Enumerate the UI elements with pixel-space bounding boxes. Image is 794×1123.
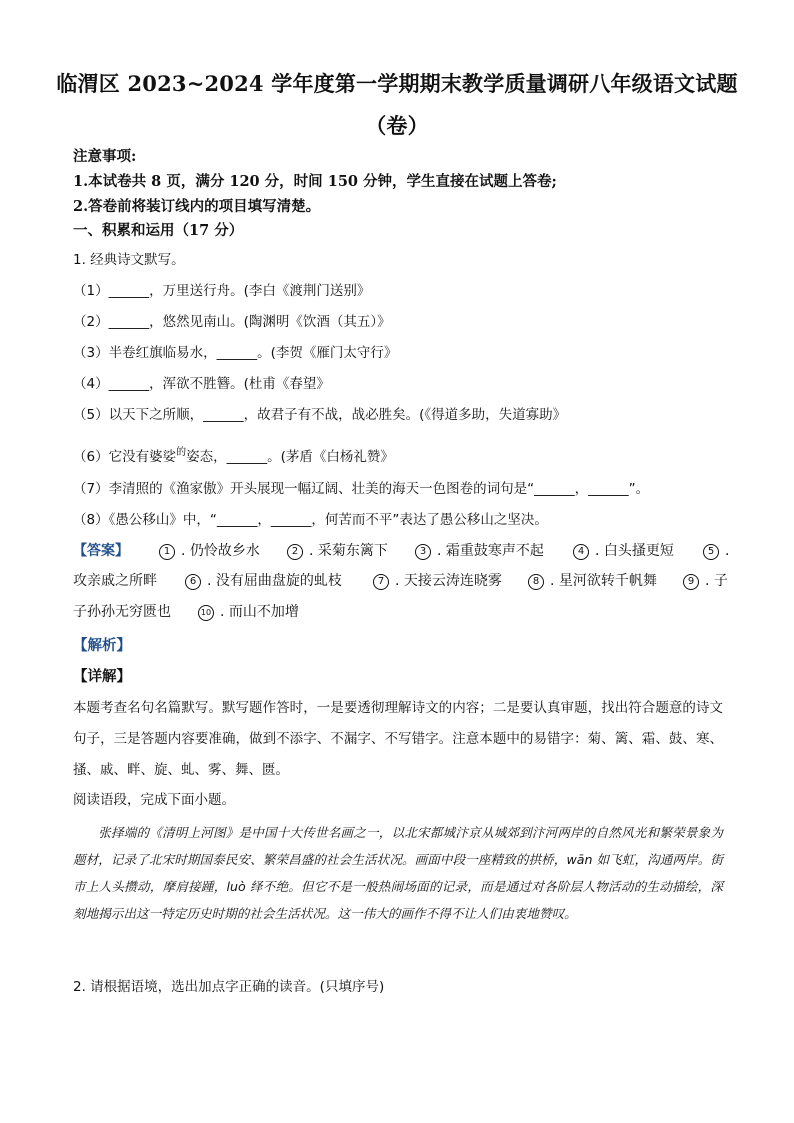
answer-item: 9 . 子 [683, 571, 728, 591]
number-badge: 9 [683, 574, 699, 590]
exam-title-suffix: （卷） [365, 113, 429, 138]
number-badge: 4 [573, 544, 589, 560]
answer-item: 7 . 天接云涛连晓雾 [373, 571, 502, 591]
question-1-stem: 1. 经典诗文默写。 [73, 252, 185, 268]
number-badge: 5 [703, 544, 719, 560]
analysis-label: 【解析】 [73, 638, 131, 654]
q1-line-8: （8）《愚公移山》中，“______，______，何苦而不平”表达了愚公移山之坚决。 [73, 512, 548, 528]
detail-explanation: 本题考查名句名篇默写。默写题作答时，一是要透彻理解诗文的内容；二是要认真审题，找出符合题意的诗文句子，三是答题内容要准确，做到不添字、不漏字、不写错字。注意本题中的易错字：菊、篱、霜、鼓、寒、搔、戚、畔、旋、虬、雾、舞、匮。 [73, 700, 723, 778]
q1-line-3: （3）半卷红旗临易水，______。(李贺《雁门太守行》 [73, 345, 398, 361]
number-badge: 10 [198, 605, 214, 621]
q1-line-7: （7）李清照的《渔家傲》开头展现一幅辽阔、壮美的海天一色图卷的词句是“______，______”。 [73, 481, 650, 497]
answer-item: 6 . 没有屈曲盘旋的虬枝 [185, 571, 342, 591]
detail-label: 【详解】 [73, 669, 131, 685]
notice-heading: 注意事项: [73, 148, 137, 165]
section-heading: 一、积累和运用（17 分） [73, 222, 244, 239]
notice-item-1: 1.本试卷共 8 页，满分 120 分，时间 150 分钟，学生直接在试题上答卷; [73, 173, 557, 190]
notice-item-2: 2.答卷前将装订线内的项目填写清楚。 [73, 198, 321, 215]
exam-title: 临渭区 2023~2024 学年度第一学期期末教学质量调研八年级语文试题 [56, 71, 738, 96]
answer-item: 3 . 霜重鼓寒声不起 [415, 541, 544, 561]
answer-item: 1 . 仍怜故乡水 [159, 541, 260, 561]
answer-item: 2 . 采菊东篱下 [287, 541, 388, 561]
answer-item: 子孙孙无穷匮也 [73, 604, 171, 620]
number-badge: 8 [528, 574, 544, 590]
question-2-stem: 2. 请根据语境，选出加点字正确的读音。(只填序号) [73, 979, 385, 995]
q1-line-2: （2）______，悠然见南山。(陶渊明《饮酒（其五）》 [73, 314, 391, 330]
q1-line-4: （4）______，浑欲不胜簪。(杜甫《春望》 [73, 376, 330, 392]
reading-instruction: 阅读语段，完成下面小题。 [73, 792, 235, 808]
answer-item: 攻亲戚之所畔 [73, 573, 157, 589]
number-badge: 6 [185, 574, 201, 590]
number-badge: 1 [159, 544, 175, 560]
answer-item: 10 . 而山不加增 [198, 602, 299, 622]
answer-label: 【答案】 [73, 543, 129, 559]
reading-passage: 张择端的《清明上河图》是中国十大传世名画之一，以北宋都城汴京从城郊到汴河两岸的自然风光和繁荣景象为题材，记录了北宋时期国泰民安、繁荣昌盛的社会生活状况。画面中段一座精致的拱桥，wān 如飞虹，沟通两岸。街市上人头攒动，摩肩接踵，luò 绎不绝。但它不是一般热闹场面的记录，而是通过对各阶层人物活动的生动描绘，深刻地揭示出这一特定历史时期的社会生活状况。这一伟大的画作不得不让人们由衷地赞叹。 [73, 825, 723, 921]
answer-item: 4 . 白头搔更短 [573, 541, 674, 561]
number-badge: 7 [373, 574, 389, 590]
q1-line-6-before: （6）它没有婆娑 [73, 449, 177, 465]
q1-line-1: （1）______，万里送行舟。(李白《渡荆门送别》 [73, 283, 371, 299]
number-badge: 3 [415, 544, 431, 560]
q1-line-6 [73, 443, 394, 467]
answer-item: 8 . 星河欲转千帆舞 [528, 571, 657, 591]
q1-line-6-after: 姿态，______。(茅盾《白杨礼赞》 [186, 449, 394, 465]
answer-item: 5 . [703, 541, 729, 561]
q1-line-5: （5）以天下之所顺，______，故君子有不战，战必胜矣。(《得道多助，失道寡助》 [73, 407, 567, 423]
number-badge: 2 [287, 544, 303, 560]
annotation-mark: 的 [176, 447, 187, 458]
